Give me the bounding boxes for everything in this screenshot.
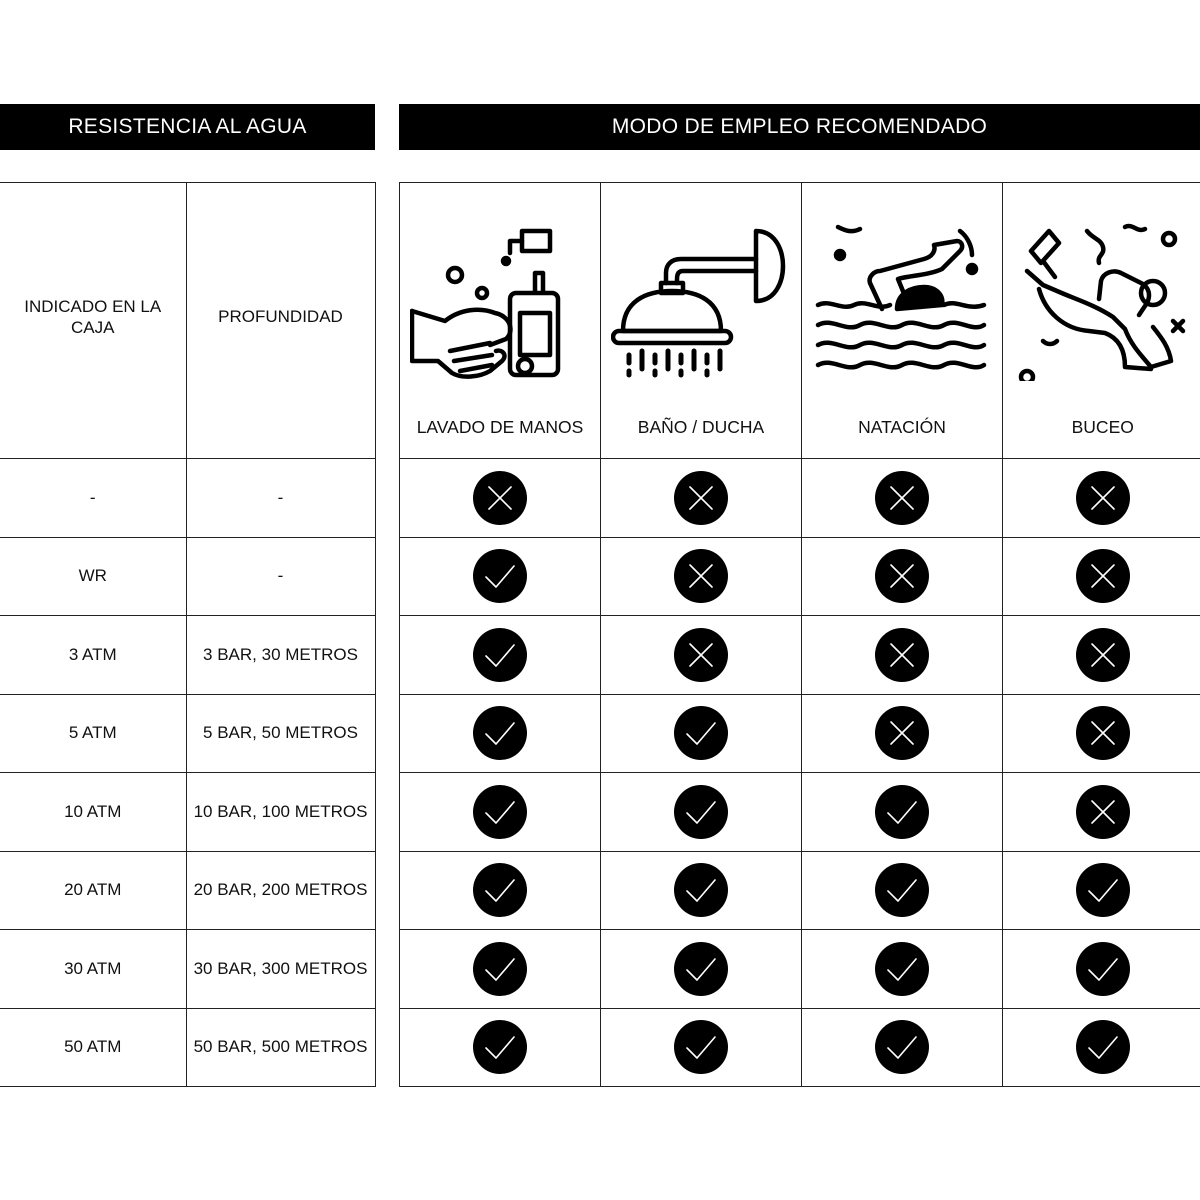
use-label-swimming: NATACIÓN [858,417,946,437]
resistance-row [0,459,375,538]
check-circle-icon [472,862,528,918]
depth-cell: 3 BAR, 30 METROS [186,616,375,695]
usage-cell [400,537,601,616]
indicated-cell: 3 ATM [0,616,186,695]
usage-cell [1003,773,1200,852]
usage-cell [802,773,1003,852]
check-circle-icon [673,1019,729,1075]
cross-circle-icon [1075,548,1131,604]
check-circle-icon [874,1019,930,1075]
usage-row [400,773,1200,852]
usage-row [400,459,1200,538]
indicated-header-cell [0,183,186,459]
resistance-row [0,773,375,852]
resistance-row [0,616,375,695]
usage-cell [601,773,802,852]
usage-row [400,930,1200,1009]
depth-cell: - [186,459,375,538]
use-header-row [400,183,1200,459]
check-circle-icon [874,784,930,840]
cross-circle-icon [673,627,729,683]
water-resistance-table [0,182,376,1087]
usage-cell [400,459,601,538]
cross-circle-icon [874,705,930,761]
water-resistance-title: RESISTENCIA AL AGUA [68,115,307,138]
cross-circle-icon [472,470,528,526]
usage-cell [1003,537,1200,616]
recommended-use-table [399,182,1200,1087]
usage-cell [400,1008,601,1087]
check-circle-icon [673,862,729,918]
usage-cell [802,1008,1003,1087]
indicated-header: INDICADO EN LA CAJA [24,296,162,337]
usage-cell [802,694,1003,773]
usage-cell [601,616,802,695]
usage-cell [1003,616,1200,695]
check-circle-icon [472,784,528,840]
usage-cell [1003,694,1200,773]
indicated-cell: - [0,459,186,538]
use-label-hand-washing: LAVADO DE MANOS [416,417,584,437]
use-header-shower [601,183,802,459]
use-label-diving: BUCEO [1071,417,1134,437]
use-header-diving [1003,183,1200,459]
indicated-cell: 50 ATM [0,1008,186,1087]
usage-cell [400,773,601,852]
hand-washing-icon [410,221,590,381]
usage-cell [802,537,1003,616]
usage-cell [400,930,601,1009]
cross-circle-icon [673,548,729,604]
diving-icon [1013,221,1193,381]
cross-circle-icon [1075,705,1131,761]
usage-cell [601,1008,802,1087]
usage-cell [1003,459,1200,538]
depth-header: PROFUNDIDAD [218,307,343,326]
use-header-swimming [802,183,1003,459]
usage-cell [601,459,802,538]
check-circle-icon [673,941,729,997]
check-circle-icon [472,548,528,604]
usage-row [400,694,1200,773]
usage-row [400,1008,1200,1087]
cross-circle-icon [874,548,930,604]
cross-circle-icon [874,470,930,526]
usage-cell [400,694,601,773]
check-circle-icon [472,705,528,761]
check-circle-icon [874,862,930,918]
depth-cell: 50 BAR, 500 METROS [186,1008,375,1087]
use-label-shower: BAÑO / DUCHA [637,417,765,437]
depth-header-cell [186,183,375,459]
depth-cell: 10 BAR, 100 METROS [186,773,375,852]
resistance-row [0,851,375,930]
depth-cell: - [186,537,375,616]
resistance-row [0,694,375,773]
usage-cell [1003,930,1200,1009]
cross-circle-icon [1075,470,1131,526]
recommended-use-title: MODO DE EMPLEO RECOMENDADO [611,115,988,138]
usage-cell [802,851,1003,930]
check-circle-icon [673,784,729,840]
indicated-cell: 20 ATM [0,851,186,930]
usage-cell [802,459,1003,538]
swimming-icon [812,221,992,381]
shower-icon [611,221,791,381]
check-circle-icon [472,627,528,683]
usage-cell [1003,1008,1200,1087]
usage-cell [601,537,802,616]
usage-cell [802,930,1003,1009]
depth-cell: 5 BAR, 50 METROS [186,694,375,773]
indicated-cell: WR [0,537,186,616]
usage-cell [400,616,601,695]
check-circle-icon [472,941,528,997]
header-row [0,183,375,459]
check-circle-icon [1075,862,1131,918]
check-circle-icon [1075,1019,1131,1075]
cross-circle-icon [1075,784,1131,840]
cross-circle-icon [673,470,729,526]
usage-cell [601,930,802,1009]
check-circle-icon [874,941,930,997]
usage-cell [400,851,601,930]
depth-cell: 30 BAR, 300 METROS [186,930,375,1009]
usage-cell [601,694,802,773]
cross-circle-icon [1075,627,1131,683]
water-resistance-banner [0,104,375,150]
check-circle-icon [1075,941,1131,997]
indicated-cell: 10 ATM [0,773,186,852]
usage-cell [1003,851,1200,930]
indicated-cell: 5 ATM [0,694,186,773]
usage-cell [802,616,1003,695]
usage-row [400,616,1200,695]
usage-cell [601,851,802,930]
check-circle-icon [472,1019,528,1075]
resistance-row [0,537,375,616]
indicated-cell: 30 ATM [0,930,186,1009]
check-circle-icon [673,705,729,761]
use-header-hand-washing [400,183,601,459]
recommended-use-banner [399,104,1200,150]
usage-row [400,537,1200,616]
resistance-row [0,930,375,1009]
resistance-row [0,1008,375,1087]
cross-circle-icon [874,627,930,683]
usage-row [400,851,1200,930]
depth-cell: 20 BAR, 200 METROS [186,851,375,930]
